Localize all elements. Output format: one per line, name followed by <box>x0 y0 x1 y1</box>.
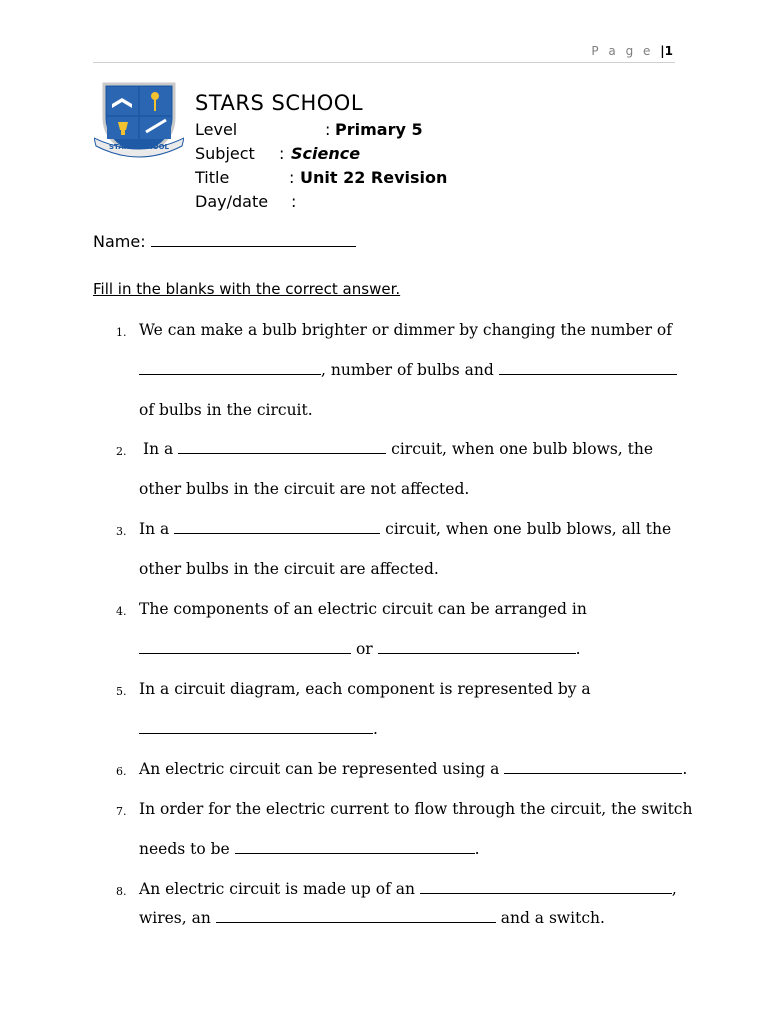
subject-value: Science <box>291 144 361 163</box>
question-2-line-2: other bulbs in the circuit are not affected. <box>139 480 470 498</box>
page-separator: | <box>660 44 665 58</box>
answer-blank[interactable] <box>378 641 576 654</box>
question-2-text: circuit, when one bulb blows, the <box>391 440 654 458</box>
answer-blank[interactable] <box>139 641 351 654</box>
question-number: 6. <box>116 765 127 778</box>
date-row <box>195 192 297 211</box>
question-7-text: . <box>474 840 480 858</box>
question-8-text: wires, an <box>139 909 211 927</box>
question-6-text: An electric circuit can be represented using a <box>139 760 500 778</box>
question-5-text: . <box>373 720 378 738</box>
page-number <box>591 44 673 58</box>
question-8-line-2 <box>139 909 605 927</box>
level-colon: : <box>325 120 331 139</box>
instruction: Fill in the blanks with the correct answer. <box>93 280 401 298</box>
question-number: 8. <box>116 885 127 898</box>
answer-blank[interactable] <box>499 362 677 375</box>
question-4-line-1: The components of an electric circuit can be arranged in <box>139 600 587 618</box>
name-label: Name: <box>93 232 146 251</box>
question-3-line-1 <box>139 520 671 538</box>
answer-blank[interactable] <box>235 841 475 854</box>
question-number: 7. <box>116 805 127 818</box>
question-number: 1. <box>116 326 127 339</box>
date-label: Day/date <box>195 192 269 211</box>
question-number: 4. <box>116 605 127 618</box>
question-4-text: or <box>355 640 373 658</box>
page-label: P a g e <box>591 44 654 58</box>
question-2-line-1 <box>143 440 653 458</box>
question-1-line-2 <box>139 361 677 379</box>
answer-blank[interactable] <box>139 721 373 734</box>
question-6-line-1 <box>139 760 687 778</box>
question-number: 5. <box>116 685 127 698</box>
question-8-line-1 <box>139 880 677 898</box>
subject-colon: : <box>279 144 285 163</box>
question-5-line-2 <box>139 720 378 738</box>
question-4-line-2 <box>139 640 581 658</box>
answer-blank[interactable] <box>420 881 672 894</box>
question-2-text: In a <box>143 440 174 458</box>
logo-text: STARS SCHOOL <box>109 143 169 151</box>
subject-label: Subject <box>195 144 255 163</box>
question-1-line-1: We can make a bulb brighter or dimmer by changing the number of <box>139 321 672 339</box>
answer-blank[interactable] <box>216 910 496 923</box>
question-7-text: needs to be <box>139 840 230 858</box>
question-1-line-3: of bulbs in the circuit. <box>139 401 313 419</box>
question-5-line-1: In a circuit diagram, each component is represented by a <box>139 680 591 698</box>
question-8-text: An electric circuit is made up of an <box>139 880 415 898</box>
school-name: STARS SCHOOL <box>195 91 364 115</box>
question-3-text: circuit, when one bulb blows, all the <box>385 520 672 538</box>
question-1-text: , number of bulbs and <box>321 361 494 379</box>
question-3-line-2: other bulbs in the circuit are affected. <box>139 560 439 578</box>
question-8-text: , <box>671 880 677 898</box>
name-blank[interactable] <box>151 234 356 247</box>
subject-row <box>195 144 361 163</box>
page-number-value: 1 <box>664 44 673 58</box>
question-6-text: . <box>682 760 688 778</box>
question-8-text: and a switch. <box>500 909 605 927</box>
question-7-line-1: In order for the electric current to flow through the circuit, the switch <box>139 800 693 818</box>
level-value: Primary 5 <box>335 120 423 139</box>
question-3-text: In a <box>139 520 170 538</box>
level-row <box>195 120 423 139</box>
question-number: 3. <box>116 525 127 538</box>
title-colon: : <box>289 168 295 187</box>
title-label: Title <box>195 168 230 187</box>
question-7-line-2 <box>139 840 480 858</box>
answer-blank[interactable] <box>174 521 380 534</box>
answer-blank[interactable] <box>504 761 682 774</box>
answer-blank[interactable] <box>139 362 321 375</box>
question-number: 2. <box>116 445 127 458</box>
title-value: Unit 22 Revision <box>300 168 448 187</box>
page-header <box>93 40 675 63</box>
date-colon: : <box>291 192 297 211</box>
level-label: Level <box>195 120 238 139</box>
answer-blank[interactable] <box>178 441 386 454</box>
student-name-field <box>93 232 356 251</box>
question-4-text: . <box>575 640 581 658</box>
title-row <box>195 168 448 187</box>
school-crest-logo <box>94 80 184 160</box>
